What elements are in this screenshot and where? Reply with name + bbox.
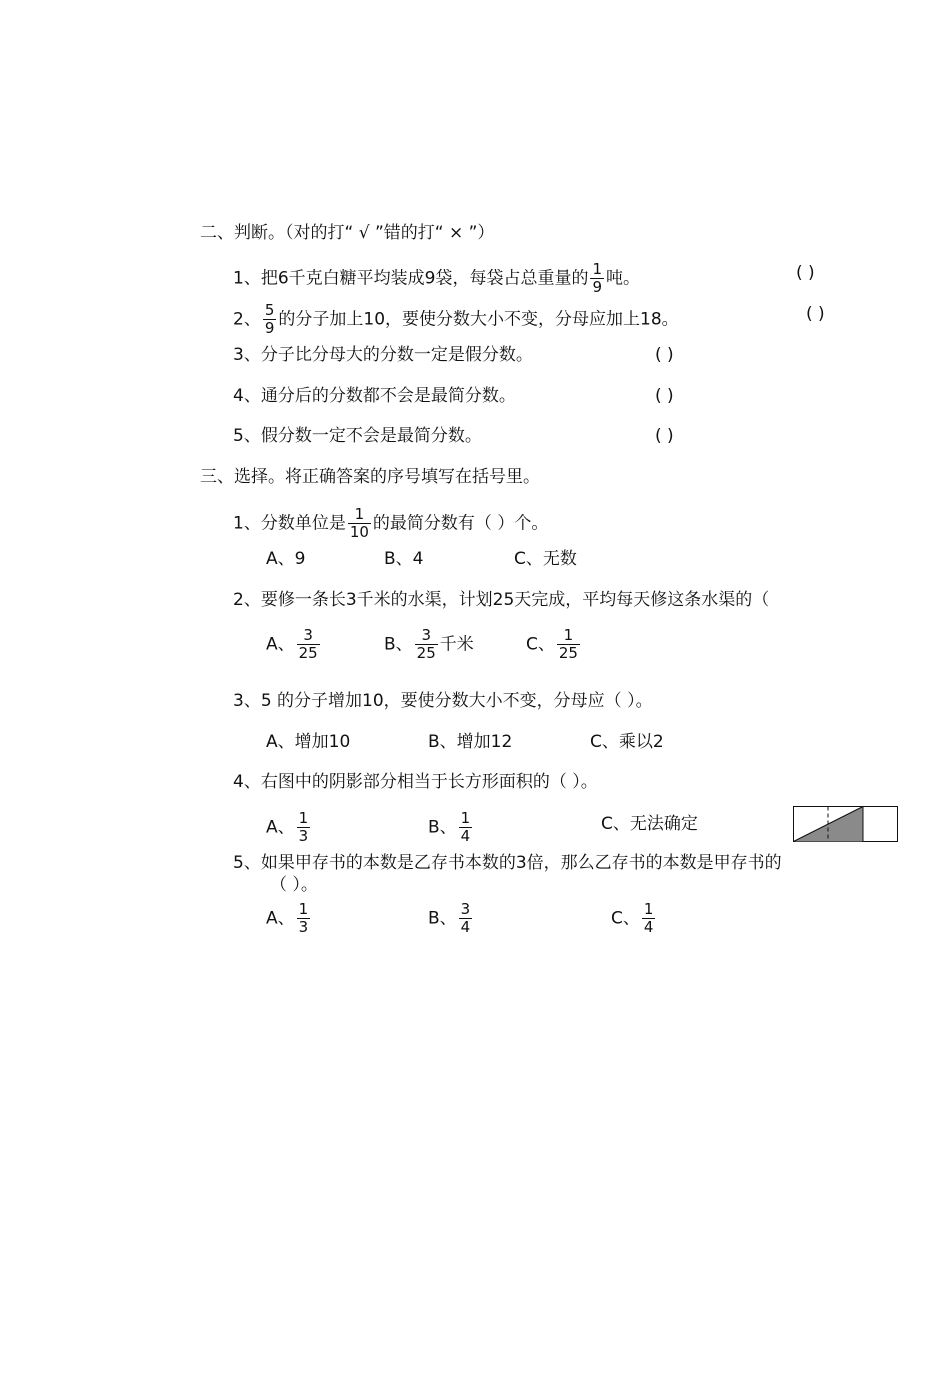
- answer-paren[interactable]: （ ）。: [270, 875, 318, 895]
- option-label: A、: [266, 908, 295, 929]
- fraction: [590, 262, 604, 295]
- fraction: [557, 628, 580, 661]
- option-a[interactable]: [266, 628, 322, 661]
- question-text-end: 的最简分数有（ ）个。: [372, 513, 549, 534]
- denominator: 10: [349, 523, 369, 541]
- option-label: B、: [428, 817, 457, 838]
- fraction: [415, 628, 438, 661]
- question-text: 1、把6千克白糖平均装成9袋，每袋占总重量的: [233, 268, 589, 289]
- fraction: [297, 628, 320, 661]
- denominator: 25: [298, 644, 318, 662]
- question-text-end: 吨。: [606, 268, 640, 289]
- judge-question-2: [233, 303, 679, 336]
- fraction: [297, 902, 311, 935]
- fraction: [459, 811, 473, 844]
- option-a[interactable]: A、9: [266, 549, 306, 569]
- numerator: 3: [460, 900, 471, 918]
- numerator: 1: [592, 260, 602, 278]
- section-2-heading: 二、判断。（对的打“ √ ”错的打“ × ”）: [200, 223, 495, 243]
- option-b[interactable]: B、增加12: [428, 732, 513, 752]
- judge-question-3: 3、分子比分母大的分数一定是假分数。: [233, 345, 533, 365]
- option-b[interactable]: B、4: [384, 549, 424, 569]
- option-c[interactable]: C、无数: [514, 549, 577, 569]
- question-text: 的分子加上10，要使分数大小不变，分母应加上18。: [278, 309, 679, 330]
- fraction: [348, 507, 371, 540]
- option-label: C、: [526, 634, 555, 655]
- option-label: A、: [266, 817, 295, 838]
- numerator: 1: [348, 507, 371, 524]
- numerator: 1: [298, 900, 309, 918]
- numerator: 1: [643, 900, 654, 918]
- option-label: C、: [611, 908, 640, 929]
- option-c[interactable]: [526, 628, 582, 661]
- judge-question-1: [233, 262, 640, 295]
- denominator: 9: [264, 319, 275, 337]
- answer-paren[interactable]: ( ): [655, 345, 674, 365]
- judge-question-4: 4、通分后的分数都不会是最简分数。: [233, 386, 516, 406]
- option-a[interactable]: A、增加10: [266, 732, 351, 752]
- unit-label: 千米: [439, 634, 474, 655]
- option-b[interactable]: [428, 902, 474, 935]
- denominator: 25: [558, 644, 578, 662]
- option-b[interactable]: [428, 811, 474, 844]
- numerator: 5: [264, 301, 275, 319]
- option-b[interactable]: [384, 628, 474, 661]
- option-label: B、: [384, 634, 413, 655]
- answer-paren[interactable]: ( ): [806, 304, 825, 324]
- denominator: 25: [416, 644, 436, 662]
- option-label: A、: [266, 634, 295, 655]
- denominator: 4: [643, 918, 654, 936]
- question-text: 1、分数单位是: [233, 513, 346, 534]
- denominator: 4: [460, 827, 471, 845]
- choice-question-3: 3、5 的分子增加10，要使分数大小不变，分母应（ ）。: [233, 691, 653, 711]
- shaded-rectangle-figure: [793, 806, 898, 842]
- choice-question-2: 2、要修一条长3千米的水渠，计划25天完成，平均每天修这条水渠的（: [233, 590, 770, 610]
- option-c[interactable]: [611, 902, 657, 935]
- option-a[interactable]: [266, 811, 312, 844]
- choice-question-4: 4、右图中的阴影部分相当于长方形面积的（ ）。: [233, 772, 598, 792]
- denominator: 3: [298, 918, 309, 936]
- fraction: [263, 303, 277, 336]
- judge-question-5: 5、假分数一定不会是最简分数。: [233, 426, 482, 446]
- numerator: 1: [557, 628, 580, 645]
- fraction: [459, 902, 473, 935]
- question-number: 2、: [233, 309, 261, 330]
- section-3-heading: 三、选择。将正确答案的序号填写在括号里。: [200, 467, 540, 487]
- option-a[interactable]: [266, 902, 312, 935]
- fraction: [642, 902, 656, 935]
- numerator: 1: [460, 809, 471, 827]
- option-label: B、: [428, 908, 457, 929]
- option-c[interactable]: C、无法确定: [601, 814, 698, 834]
- denominator: 4: [460, 918, 471, 936]
- denominator: 9: [592, 278, 602, 296]
- choice-question-1: [233, 507, 548, 540]
- numerator: 1: [298, 809, 309, 827]
- answer-paren[interactable]: ( ): [655, 386, 674, 406]
- fraction: [297, 811, 311, 844]
- numerator: 3: [415, 628, 438, 645]
- numerator: 3: [297, 628, 320, 645]
- answer-paren[interactable]: ( ): [796, 263, 815, 283]
- denominator: 3: [298, 827, 309, 845]
- choice-question-5: 5、如果甲存书的本数是乙存书本数的3倍，那么乙存书的本数是甲存书的: [233, 853, 782, 873]
- answer-paren[interactable]: ( ): [655, 426, 674, 446]
- option-c[interactable]: C、乘以2: [590, 732, 664, 752]
